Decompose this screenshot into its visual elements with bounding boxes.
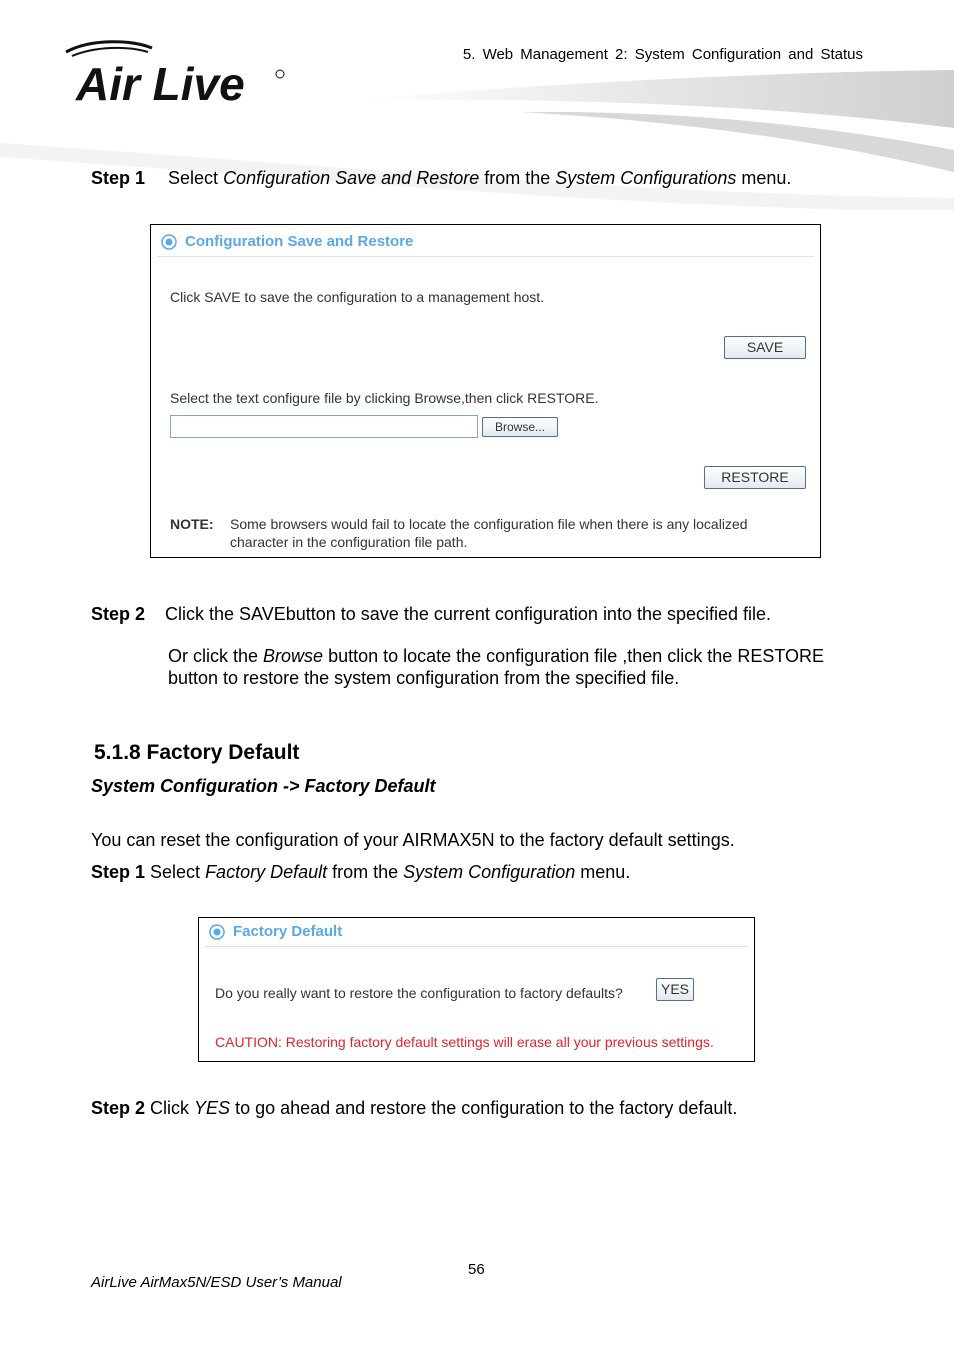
menu-item-ref: Factory Default — [205, 862, 328, 882]
menu-item-ref: Configuration Save and Restore — [223, 168, 480, 188]
panel-title: Configuration Save and Restore — [157, 231, 814, 257]
section-heading: 5.1.8 Factory Default — [94, 741, 300, 764]
yes-ref: YES — [194, 1098, 231, 1118]
step2-factory-paragraph: Step 2 Click YES to go ahead and restore the configuration to the factory default. — [91, 1098, 738, 1118]
browse-button[interactable]: Browse... — [482, 417, 558, 437]
config-file-input[interactable] — [170, 415, 478, 438]
note-label: NOTE: — [170, 516, 214, 532]
manual-title: AirLive AirMax5N/ESD User’s Manual — [91, 1274, 342, 1291]
restore-instruction: Select the text configure file by clicking Browse,then click RESTORE. — [170, 390, 599, 406]
step-label: Step 1 — [91, 862, 146, 882]
save-instruction: Click SAVE to save the configuration to a management host. — [170, 289, 545, 305]
step-label: Step 1 — [91, 168, 146, 188]
note-line-2: character in the configuration file path. — [230, 534, 468, 550]
step1-config-paragraph: Step 1 Select Configuration Save and Restore from the System Configurations menu. — [91, 168, 792, 188]
save-button[interactable]: SAVE — [724, 336, 806, 359]
caution-text: CAUTION: Restoring factory default settings will erase all your previous settings. — [215, 1034, 714, 1050]
section-path: System Configuration -> Factory Default — [91, 776, 436, 796]
airlive-logo — [62, 40, 292, 106]
yes-button[interactable]: YES — [656, 978, 694, 1001]
target-icon — [209, 924, 225, 940]
page-number: 56 — [468, 1261, 485, 1278]
factory-question: Do you really want to restore the configuration to factory defaults? — [215, 985, 623, 1001]
step2-or-paragraph: Or click the Browse button to locate the configuration file ,then click the RESTORE button to restore the system configuration from the specified file. — [168, 646, 825, 688]
section-intro: You can reset the configuration of your AIRMAX5N to the factory default settings. — [91, 830, 735, 850]
restore-button[interactable]: RESTORE — [704, 466, 806, 489]
step-label: Step 2 — [91, 1098, 146, 1118]
step1-factory-paragraph: Step 1 Select Factory Default from the System Configuration menu. — [91, 862, 631, 882]
target-icon — [161, 234, 177, 250]
chapter-title: 5. Web Management 2: System Configuration and Status — [462, 46, 863, 63]
note-line-1: Some browsers would fail to locate the configuration file when there is any localized — [230, 516, 748, 532]
svg-text:Air Live: Air Live — [76, 58, 245, 106]
step2-config-paragraph: Step 2 Click the SAVEbutton to save the current configuration into the specified file. — [91, 604, 772, 624]
config-save-restore-panel — [150, 224, 821, 558]
browse-ref: Browse — [263, 646, 324, 666]
menu-name-ref: System Configuration — [403, 862, 576, 882]
step-label: Step 2 — [91, 604, 146, 624]
menu-name-ref: System Configurations — [555, 168, 737, 188]
factory-default-panel — [198, 917, 755, 1062]
panel-title: Factory Default — [205, 921, 748, 947]
